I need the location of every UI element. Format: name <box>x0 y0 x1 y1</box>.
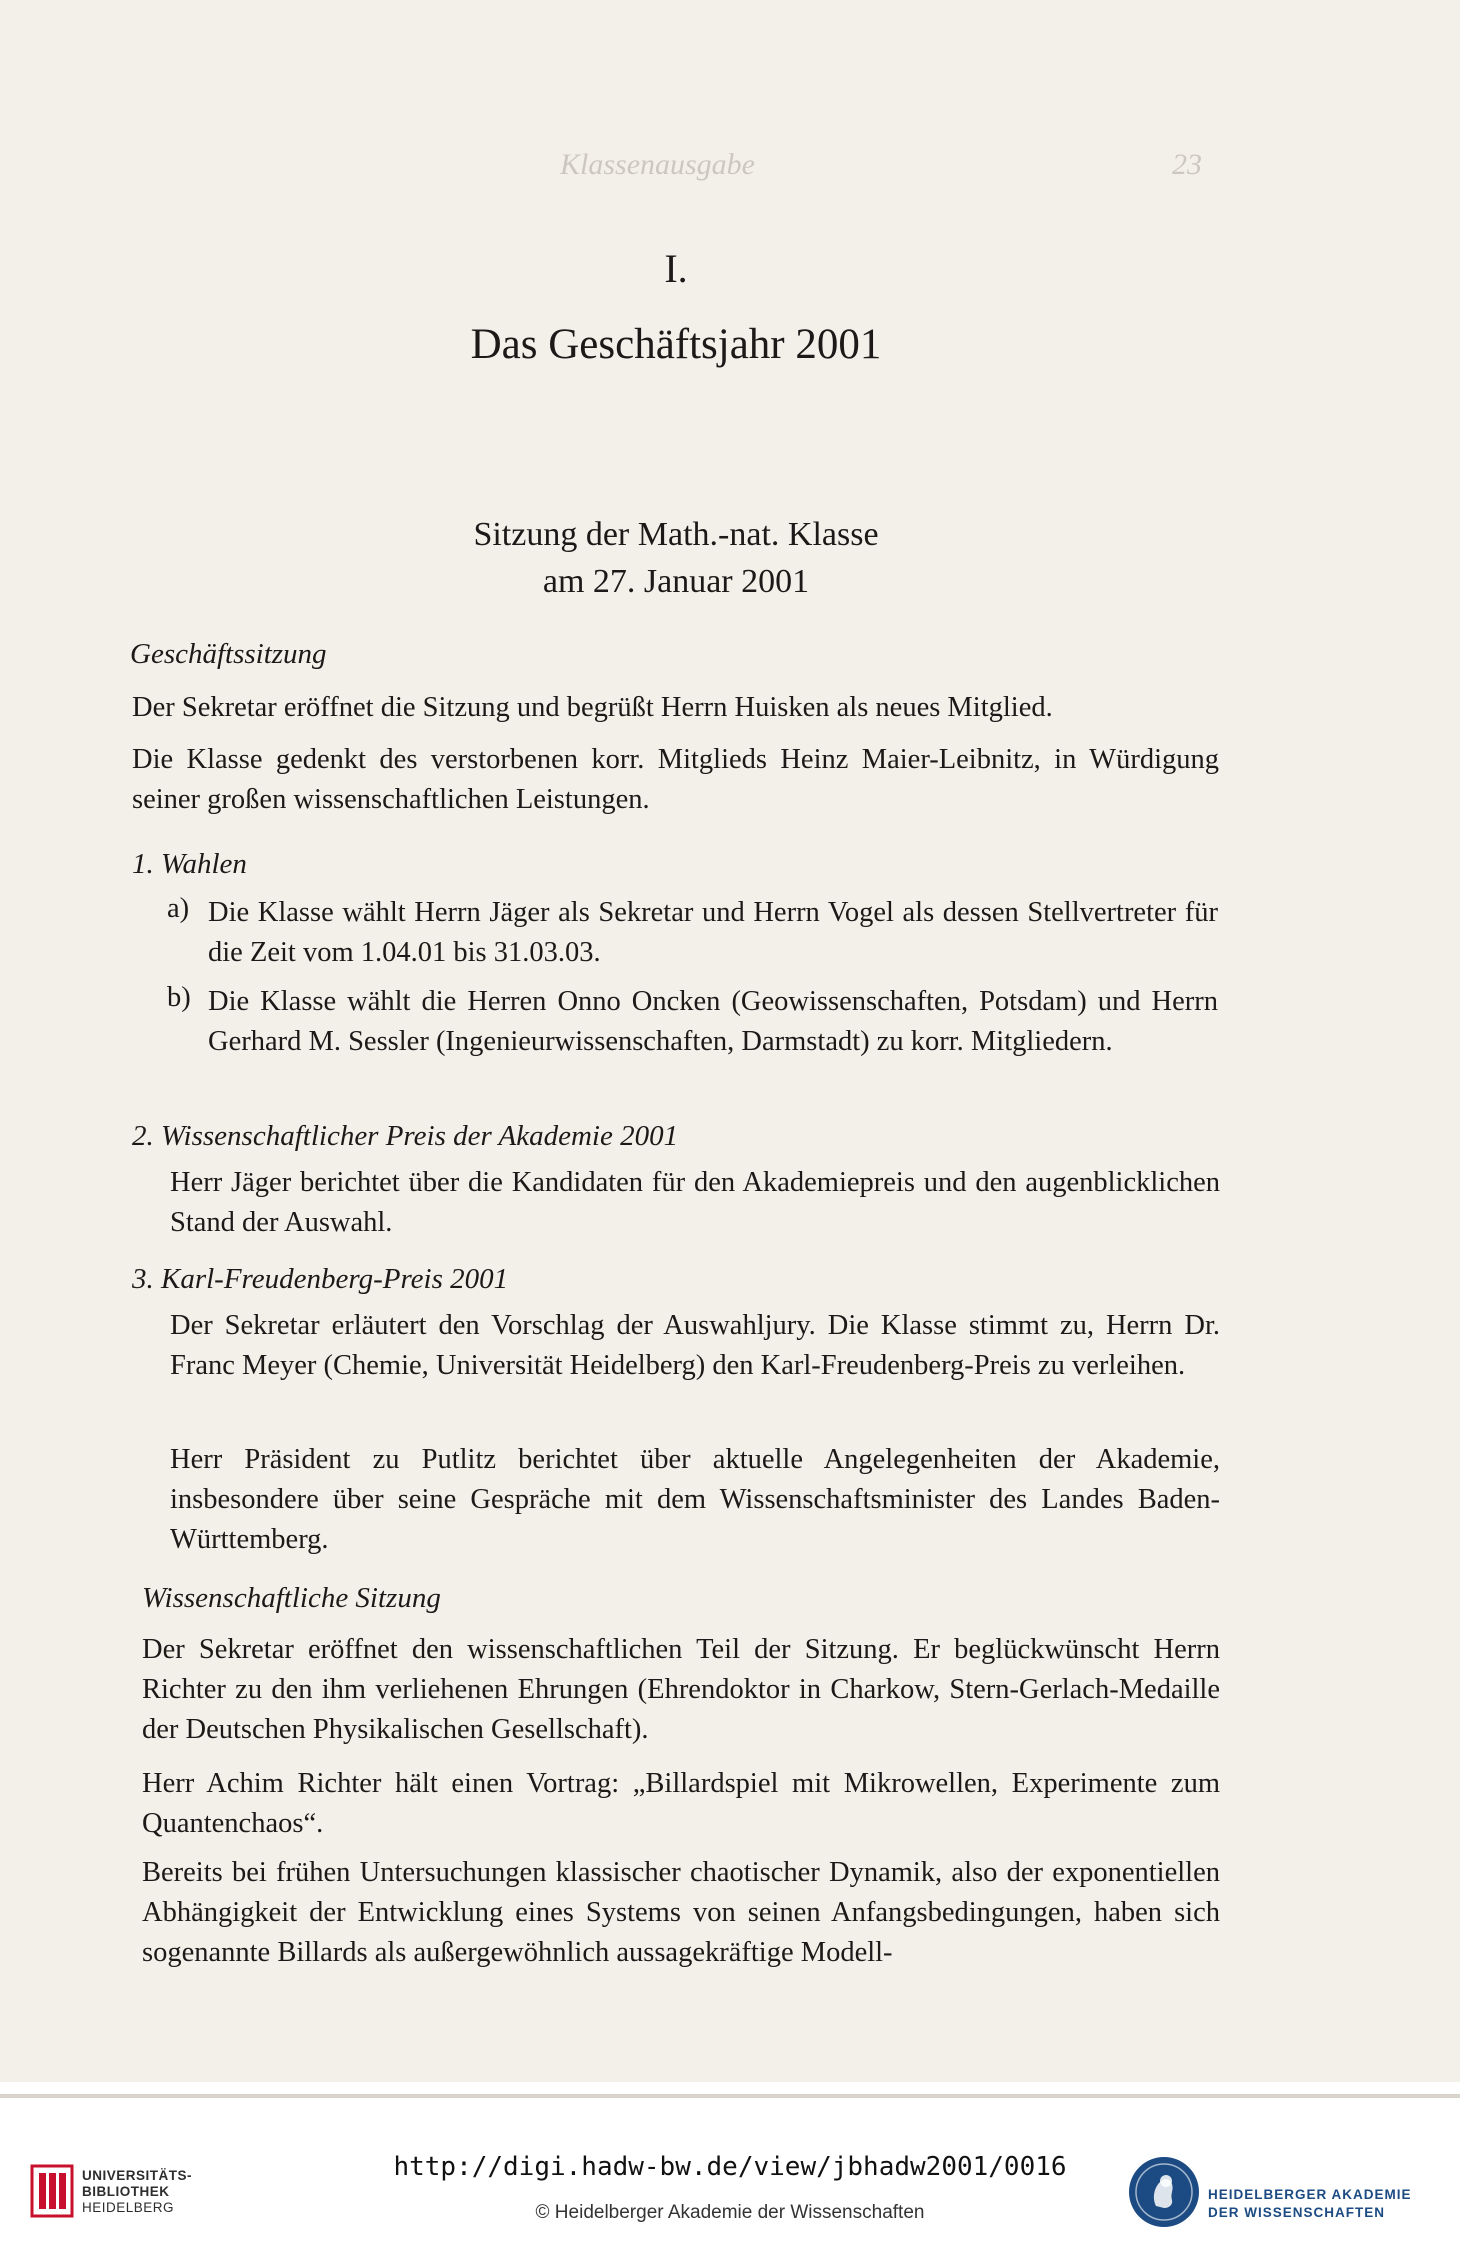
item-prize-text: Herr Jäger berichtet über die Kandidaten für den Akademiepreis und den augenblicklichen Stand der Auswahl. <box>170 1167 1220 1238</box>
paragraph-president-report: Herr Präsident zu Putlitz berichtet über aktuelle Angelegenheiten der Akademie, insbesondere über seine Gespräche mit dem Wissenschaftsminister des Landes Baden-Württemberg. <box>170 1444 1220 1555</box>
academy-name-line1: HEIDELBERGER AKADEMIE <box>1208 2187 1412 2202</box>
academy-name <box>1208 2186 1412 2222</box>
chapter-numeral: I. <box>664 246 688 291</box>
ub-name-line1: UNIVERSITÄTS- <box>82 2168 193 2183</box>
item-a-label: a) <box>167 893 190 924</box>
paragraph-memorial: Die Klasse gedenkt des verstorbenen korr. Mitglieds Heinz Maier-Leibnitz, in Würdigung seiner großen wissenschaftlichen Leistungen. <box>132 744 1219 815</box>
footer-divider <box>0 2094 1460 2098</box>
academy-seal-icon <box>1126 2154 1202 2230</box>
scientific-session-heading: Wissenschaftliche Sitzung <box>142 1582 441 1614</box>
bleed-through-header <box>0 148 1460 181</box>
permalink-url[interactable]: http://digi.hadw-bw.de/view/jbhadw2001/0016 <box>393 2152 1067 2182</box>
session-title: Sitzung der Math.-nat. Klasse <box>473 516 879 553</box>
ub-name-line2: BIBLIOTHEK <box>82 2184 170 2199</box>
item-b-label: b) <box>167 982 191 1013</box>
academy-name-line2: DER WISSENSCHAFTEN <box>1208 2205 1386 2220</box>
paragraph-billiards: Bereits bei frühen Untersuchungen klassischer chaotischer Dynamik, also der exponentiellen Abhängigkeit der Entwicklung eines Systems von seinen Anfangsbedingungen, haben sich sogenannte Billards als außergewöhnlich aussagekräftige Modell- <box>142 1857 1220 1968</box>
item-freudenberg-heading: 3. Karl-Freudenberg-Preis 2001 <box>132 1263 509 1295</box>
chapter-title: Das Geschäftsjahr 2001 <box>470 321 882 368</box>
bleed-through-running-title: Klassenausgabe <box>560 148 755 181</box>
item-elections-heading: 1. Wahlen <box>132 848 247 880</box>
session-date: am 27. Januar 2001 <box>542 563 810 600</box>
ub-name-line3: HEIDELBERG <box>82 2200 175 2215</box>
item-a-text: Die Klasse wählt Herrn Jäger als Sekretar und Herrn Vogel als dessen Stellvertreter für die Zeit vom 1.04.01 bis 31.03.03. <box>208 897 1218 968</box>
item-b-text: Die Klasse wählt die Herren Onno Oncken (Geowissenschaften, Potsdam) und Herrn Gerhard M. Sessler (Ingenieurwissenschaften, Darmstadt) zu korr. Mitgliedern. <box>208 986 1218 1057</box>
business-session-heading: Geschäftssitzung <box>130 638 327 670</box>
paragraph-lecture: Herr Achim Richter hält einen Vortrag: „Billardspiel mit Mikrowellen, Experimente zum Quantenchaos“. <box>142 1768 1220 1839</box>
copyright-notice: © Heidelberger Akademie der Wissenschaften <box>535 2202 925 2223</box>
paragraph-congratulations: Der Sekretar eröffnet den wissenschaftlichen Teil der Sitzung. Er beglückwünscht Herrn Richter zu den ihm verliehenen Ehrungen (Ehrendoktor in Charkow, Stern-Gerlach-Medaille der Deutschen Physikalischen Gesellschaft). <box>142 1634 1220 1745</box>
paragraph-opening: Der Sekretar eröffnet die Sitzung und begrüßt Herrn Huisken als neues Mitglied. <box>132 692 1053 723</box>
footer-bar <box>0 2082 1460 2250</box>
item-prize-heading: 2. Wissenschaftlicher Preis der Akademie 2001 <box>132 1120 679 1152</box>
item-freudenberg-text: Der Sekretar erläutert den Vorschlag der Auswahljury. Die Klasse stimmt zu, Herrn Dr. Franc Meyer (Chemie, Universität Heidelberg) den Karl-Freudenberg-Preis zu verleihen. <box>170 1310 1220 1381</box>
bleed-through-page-number: 23 <box>1172 148 1202 181</box>
